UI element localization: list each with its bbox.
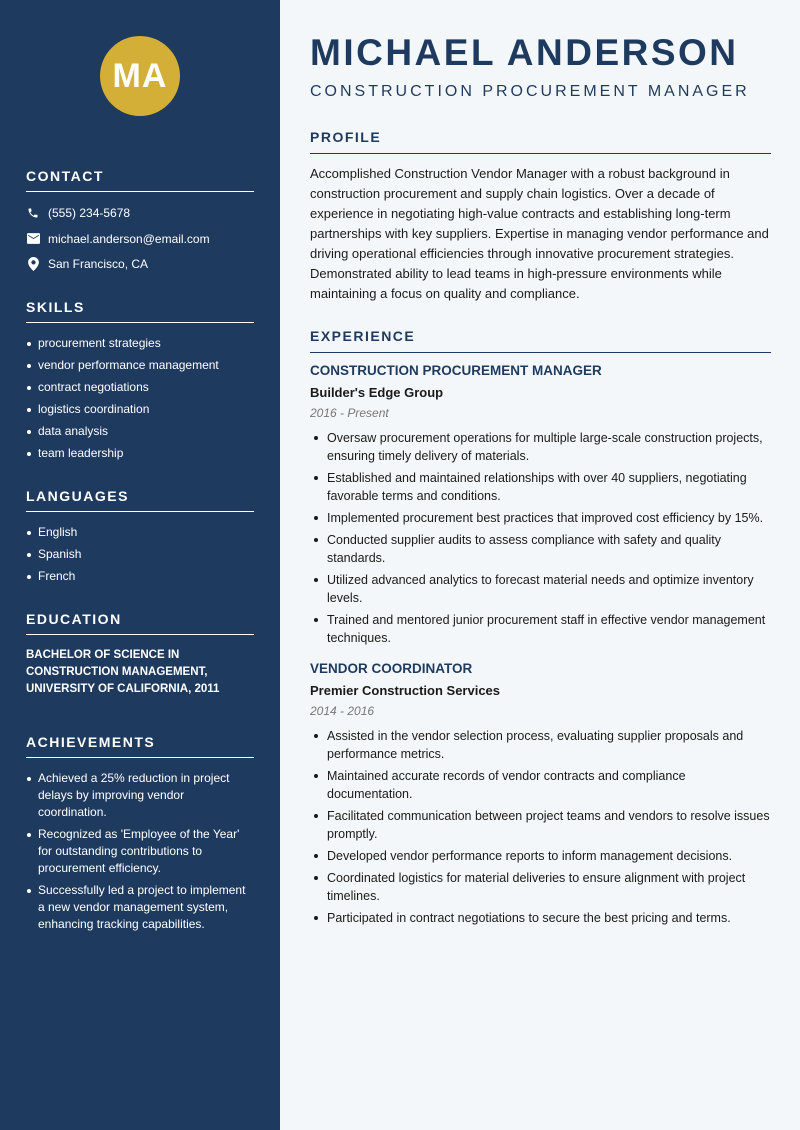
language-item: Spanish (26, 546, 254, 563)
job-entry (310, 661, 771, 927)
education-section (26, 611, 254, 698)
experience-section (310, 328, 771, 927)
duty-item: Participated in contract negotiations to secure the best pricing and terms. (310, 909, 771, 927)
phone-text: (555) 234-5678 (48, 206, 131, 220)
education-degree: BACHELOR OF SCIENCE IN CONSTRUCTION MANAGEMENT, UNIVERSITY OF CALIFORNIA, 2011 (26, 649, 220, 695)
duty-item: Utilized advanced analytics to forecast material needs and optimize inventory levels. (310, 571, 771, 607)
duty-item: Oversaw procurement operations for multiple large-scale construction projects, ensuring timely delivery of materials. (310, 429, 771, 465)
duty-item: Coordinated logistics for material deliveries to ensure alignment with project timelines. (310, 869, 771, 905)
duty-item: Trained and mentored junior procurement staff in effective vendor management techniques. (310, 611, 771, 647)
job-dates: 2014 - 2016 (310, 704, 375, 718)
languages-section (26, 488, 254, 585)
skills-list (26, 335, 254, 462)
duty-item: Established and maintained relationships with over 40 suppliers, negotiating favorable terms and conditions. (310, 469, 771, 505)
language-item: French (26, 568, 254, 585)
achievements-section (26, 734, 254, 933)
skill-item: vendor performance management (26, 357, 254, 374)
avatar: MA (100, 36, 180, 116)
phone-icon (26, 206, 40, 220)
job-duties (310, 429, 771, 647)
skills-section (26, 299, 254, 462)
duty-item: Conducted supplier audits to assess compliance with safety and quality standards. (310, 531, 771, 567)
duty-item: Assisted in the vendor selection process, evaluating supplier proposals and performance metrics. (310, 727, 771, 763)
envelope-icon (26, 232, 40, 246)
contact-email (26, 230, 254, 248)
duty-item: Implemented procurement best practices that improved cost efficiency by 15%. (310, 509, 771, 527)
candidate-title: CONSTRUCTION PROCUREMENT MANAGER (310, 83, 750, 100)
experience-heading: EXPERIENCE (310, 328, 771, 353)
location-text: San Francisco, CA (48, 257, 149, 271)
skill-item: team leadership (26, 445, 254, 462)
education-heading: EDUCATION (26, 611, 254, 635)
skill-item: procurement strategies (26, 335, 254, 352)
job-title: VENDOR COORDINATOR (310, 661, 473, 676)
company-name: Builder's Edge Group (310, 385, 444, 400)
skills-heading: SKILLS (26, 299, 254, 323)
job-duties (310, 727, 771, 927)
job-title: CONSTRUCTION PROCUREMENT MANAGER (310, 363, 602, 378)
sidebar (0, 0, 280, 1130)
profile-heading: PROFILE (310, 129, 771, 154)
job-entry (310, 363, 771, 647)
skill-item: logistics coordination (26, 401, 254, 418)
job-dates: 2016 - Present (310, 406, 389, 420)
contact-list (26, 204, 254, 273)
duty-item: Facilitated communication between project teams and vendors to resolve issues promptly. (310, 807, 771, 843)
achievement-item: Successfully led a project to implement a new vendor management system, enhancing tracking capabilities. (26, 882, 254, 933)
profile-section (310, 129, 771, 304)
company-name: Premier Construction Services (310, 683, 501, 698)
achievements-list (26, 770, 254, 933)
skill-item: data analysis (26, 423, 254, 440)
contact-location (26, 255, 254, 273)
skill-item: contract negotiations (26, 379, 254, 396)
language-item: English (26, 524, 254, 541)
contact-heading: CONTACT (26, 168, 254, 192)
contact-phone (26, 204, 254, 222)
main-content (280, 0, 800, 1130)
duty-item: Developed vendor performance reports to inform management decisions. (310, 847, 771, 865)
languages-heading: LANGUAGES (26, 488, 254, 512)
email-text: michael.anderson@email.com (48, 231, 210, 246)
languages-list (26, 524, 254, 585)
contact-section (26, 168, 254, 273)
duty-item: Maintained accurate records of vendor contracts and compliance documentation. (310, 767, 771, 803)
achievement-item: Recognized as 'Employee of the Year' for outstanding contributions to procurement efficiency. (26, 826, 254, 877)
achievement-item: Achieved a 25% reduction in project delays by improving vendor coordination. (26, 770, 254, 821)
candidate-name: MICHAEL ANDERSON (310, 32, 739, 73)
profile-text: Accomplished Construction Vendor Manager with a robust background in construction procurement and supply chain logistics. Over a decade of experience in negotiating high-value contracts and establishing long-term partnerships with key suppliers. Expertise in managing vendor performance and driving operational efficiencies through innovative procurement strategies. Demonstrated ability to lead teams in high-pressure environments while maintaining a focus on quality and compliance. (310, 166, 769, 301)
map-pin-icon (26, 257, 40, 271)
achievements-heading: ACHIEVEMENTS (26, 734, 254, 758)
